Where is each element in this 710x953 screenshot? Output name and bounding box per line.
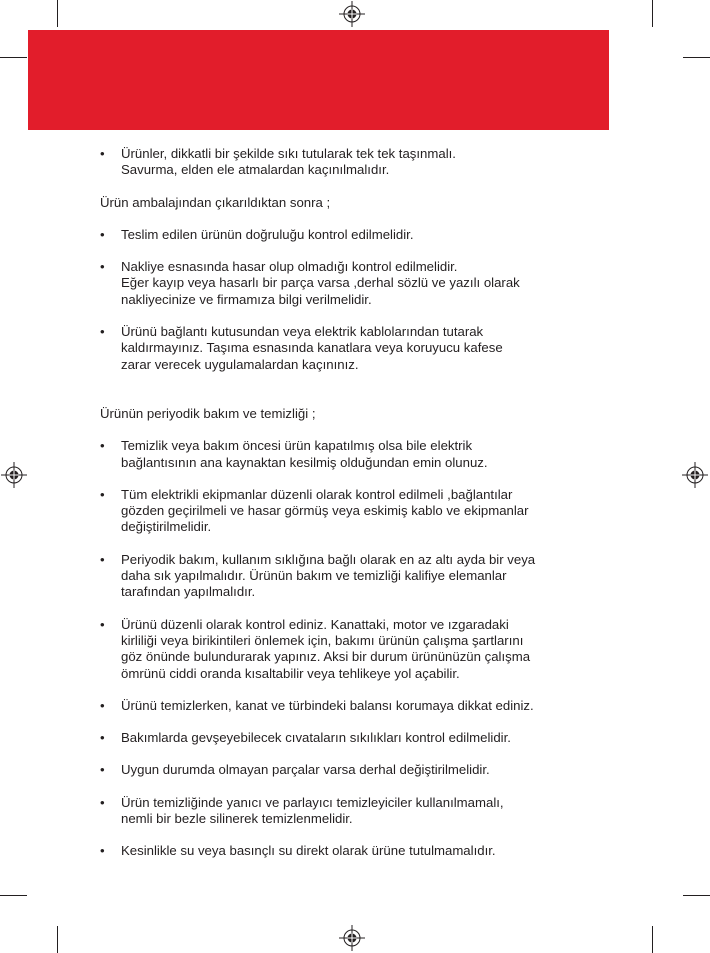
- registration-mark-left-icon: [1, 462, 27, 488]
- list-item-text: Ürün temizliğinde yanıcı ve parlayıcı temizleyiciler kullanılmamalı, nemli bir bezle silinerek temizlenmelidir.: [121, 794, 504, 827]
- crop-mark-top-right-v: [652, 0, 653, 27]
- list-item-text: Uygun durumda olmayan parçalar varsa derhal değiştirilmelidir.: [121, 762, 490, 778]
- list-item: [100, 552, 610, 601]
- list-item-text: Nakliye esnasında hasar olup olmadığı kontrol edilmelidir. Eğer kayıp veya hasarlı bir parça varsa ,derhal sözlü ve yazılı olarak nakliyecinize ve firmamıza bilgi verilmelidir.: [121, 259, 520, 307]
- bullet-icon: •: [100, 259, 105, 275]
- crop-mark-top-left-h: [0, 57, 27, 58]
- header-band: [28, 30, 609, 130]
- document-body: [100, 146, 610, 860]
- list-item: [100, 487, 610, 536]
- list-item: [100, 324, 610, 373]
- bullet-icon: •: [100, 843, 105, 859]
- bullet-icon: •: [100, 324, 105, 340]
- list-item-text: Ürünler, dikkatli bir şekilde sıkı tutularak tek tek taşınmalı. Savurma, elden ele atmalardan kaçınılmalıdır.: [121, 146, 456, 178]
- list-item-text: Bakımlarda gevşeyebilecek cıvataların sıkılıkları kontrol edilmelidir.: [121, 730, 511, 746]
- registration-mark-top-icon: [339, 1, 365, 27]
- list-item: [100, 617, 610, 682]
- list-item-text: Periyodik bakım, kullanım sıklığına bağlı olarak en az altı ayda bir veya daha sık yapılmalıdır. Ürünün bakım ve temizliği kalifiye elemanlar tarafından yapılmalıdır.: [121, 551, 536, 600]
- bullet-icon: •: [100, 551, 105, 567]
- list-item: [100, 259, 610, 308]
- bullet-icon: •: [100, 730, 105, 746]
- bullet-icon: •: [100, 616, 105, 632]
- list-item: [100, 730, 610, 746]
- list-item-text: Kesinlikle su veya basınçlı su direkt olarak ürüne tutulmamalıdır.: [121, 843, 496, 859]
- registration-mark-bottom-icon: [339, 925, 365, 951]
- section-heading: Ürünün periyodik bakım ve temizliği ;: [100, 405, 316, 421]
- bullet-icon: •: [100, 697, 105, 713]
- list-item: [100, 146, 610, 179]
- crop-mark-bottom-right-v: [652, 926, 653, 953]
- list-item-text: Teslim edilen ürünün doğruluğu kontrol edilmelidir.: [121, 226, 414, 242]
- list-item: [100, 795, 610, 828]
- list-item: [100, 698, 610, 714]
- bullet-icon: •: [100, 226, 105, 242]
- crop-mark-top-right-h: [683, 57, 710, 58]
- registration-mark-right-icon: [682, 462, 708, 488]
- bullet-icon: •: [100, 486, 105, 502]
- list-item-text: Tüm elektrikli ekipmanlar düzenli olarak kontrol edilmeli ,bağlantılar gözden geçirilmeli ve hasar görmüş veya eskimiş kablo ve ekipmanlar değiştirilmelidir.: [121, 486, 529, 535]
- bullet-icon: •: [100, 794, 105, 810]
- bullet-icon: •: [100, 762, 105, 778]
- bullet-icon: •: [100, 438, 105, 454]
- bullet-icon: •: [100, 146, 105, 161]
- list-item-text: Ürünü bağlantı kutusundan veya elektrik kablolarından tutarak kaldırmayınız. Taşıma esnasında kanatlara veya koruyucu kafese zarar verecek uygulamalardan kaçınınız.: [121, 324, 503, 372]
- list-item-text: Temizlik veya bakım öncesi ürün kapatılmış olsa bile elektrik bağlantısının ana kaynaktan kesilmiş olduğundan emin olunuz.: [121, 438, 488, 470]
- list-item: [100, 438, 610, 471]
- crop-mark-top-left-v: [57, 0, 58, 27]
- crop-mark-bottom-left-v: [57, 926, 58, 953]
- section-heading: Ürün ambalajından çıkarıldıktan sonra ;: [100, 194, 331, 210]
- list-item-text: Ürünü düzenli olarak kontrol ediniz. Kanattaki, motor ve ızgaradaki kirliliği veya birikintileri önlemek için, bakımı ürünün çalışma şartlarını göz önünde bulundurarak yapınız. Aksi bir durum ürününüzün çalışma ömrünü ciddi oranda kısaltabilir veya tehlikeye yol açabilir.: [121, 616, 531, 681]
- list-item: [100, 762, 610, 778]
- crop-mark-bottom-right-h: [683, 895, 710, 896]
- list-item: [100, 227, 610, 243]
- list-item: [100, 843, 610, 859]
- list-item-text: Ürünü temizlerken, kanat ve türbindeki balansı korumaya dikkat ediniz.: [121, 697, 534, 713]
- crop-mark-bottom-left-h: [0, 895, 27, 896]
